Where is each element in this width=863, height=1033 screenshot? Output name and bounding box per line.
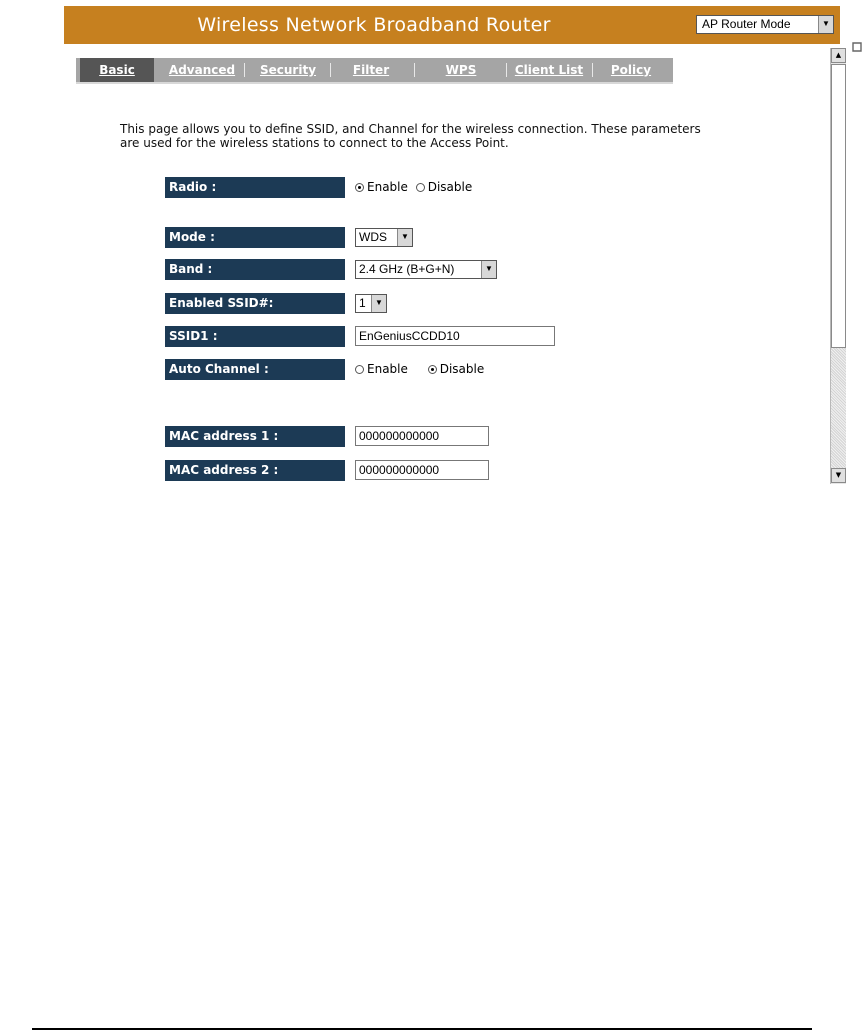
mode-value: WDS	[359, 230, 387, 244]
chevron-down-icon[interactable]: ▼	[818, 16, 833, 33]
tab-advanced[interactable]: Advanced	[168, 63, 236, 77]
scrollbar-track[interactable]	[831, 348, 846, 468]
auto-channel-disable-button[interactable]	[428, 365, 437, 374]
footer-divider	[32, 1028, 812, 1030]
mac-address-1-input[interactable]	[355, 426, 489, 446]
ssid1-label: SSID1 :	[165, 326, 345, 347]
tab-wps[interactable]: WPS	[445, 63, 477, 77]
tab-security[interactable]: Security	[259, 63, 317, 77]
operation-mode-select[interactable]	[696, 15, 834, 34]
page-description: This page allows you to define SSID, and Channel for the wireless connection. These parameters are used for the wireless stations to connect to the Access Point.	[120, 122, 701, 150]
tab-policy[interactable]: Policy	[610, 63, 652, 77]
radio-options	[355, 177, 472, 198]
band-value: 2.4 GHz (B+G+N)	[359, 262, 455, 276]
radio-disable-label: Disable	[427, 180, 473, 194]
chevron-down-icon[interactable]: ▼	[371, 295, 386, 312]
band-label: Band :	[165, 259, 345, 280]
mac-address-1-label: MAC address 1 :	[165, 426, 345, 447]
auto-channel-options	[355, 359, 484, 380]
vertical-scrollbar[interactable]	[830, 48, 846, 484]
tab-divider	[330, 63, 331, 77]
mode-select[interactable]	[355, 228, 413, 247]
enabled-ssid-value: 1	[359, 296, 366, 310]
tab-basic[interactable]: Basic	[80, 58, 154, 82]
chevron-down-icon[interactable]: ▼	[481, 261, 496, 278]
tab-divider	[414, 63, 415, 77]
page-title: Wireless Network Broadband Router	[197, 14, 551, 36]
mac-address-2-label: MAC address 2 :	[165, 460, 345, 481]
tab-bar	[76, 58, 673, 84]
header-bar	[64, 6, 840, 44]
tab-client-list[interactable]: Client List	[514, 63, 584, 77]
radio-enable-label: Enable	[367, 180, 408, 194]
radio-label: Radio :	[165, 177, 345, 198]
decorative-mark-icon	[851, 40, 863, 54]
auto-channel-disable-label: Disable	[439, 362, 485, 376]
ssid1-input[interactable]	[355, 326, 555, 346]
enabled-ssid-select[interactable]	[355, 294, 387, 313]
tab-divider	[506, 63, 507, 77]
mac-address-2-input[interactable]	[355, 460, 489, 480]
enabled-ssid-label: Enabled SSID#:	[165, 293, 345, 314]
radio-disable-button[interactable]	[416, 183, 425, 192]
chevron-down-icon[interactable]: ▼	[397, 229, 412, 246]
mode-label: Mode :	[165, 227, 345, 248]
band-select[interactable]	[355, 260, 497, 279]
tab-filter[interactable]: Filter	[352, 63, 390, 77]
tab-divider	[244, 63, 245, 77]
scrollbar-thumb[interactable]	[831, 64, 846, 348]
radio-enable-button[interactable]	[355, 183, 364, 192]
tab-divider	[592, 63, 593, 77]
auto-channel-enable-button[interactable]	[355, 365, 364, 374]
scroll-down-icon[interactable]: ▼	[831, 468, 846, 483]
operation-mode-value: AP Router Mode	[702, 17, 791, 31]
auto-channel-enable-label: Enable	[367, 362, 408, 376]
auto-channel-label: Auto Channel :	[165, 359, 345, 380]
scroll-up-icon[interactable]: ▲	[831, 48, 846, 63]
